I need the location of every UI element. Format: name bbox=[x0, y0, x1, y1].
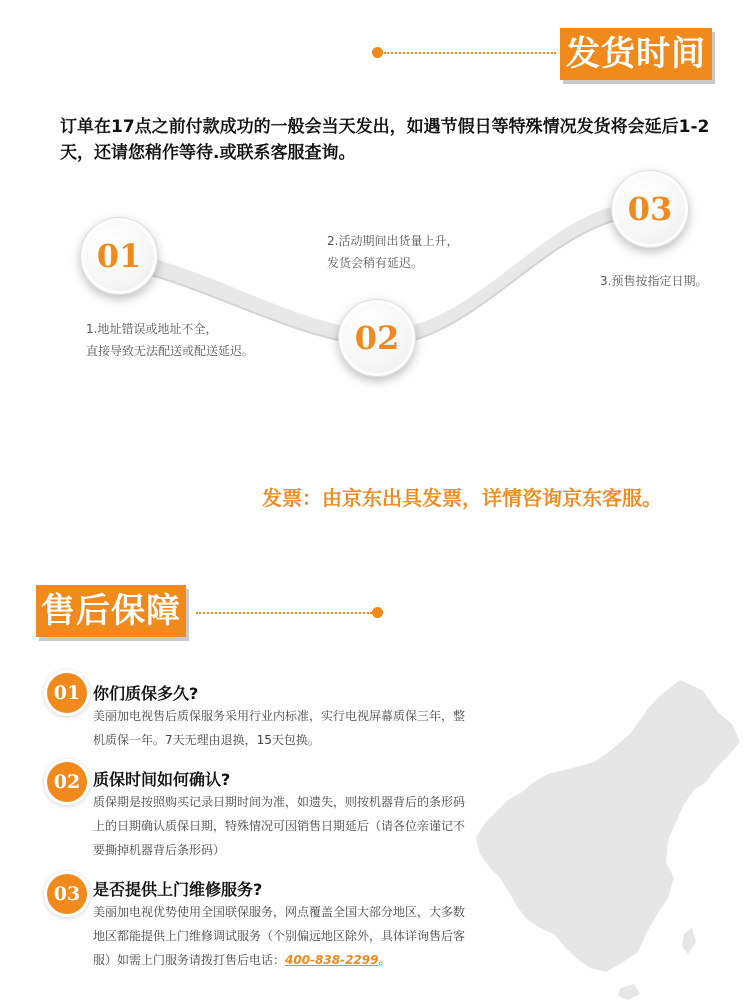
china-map-icon bbox=[470, 672, 750, 1002]
step-line: 发货会稍有延迟。 bbox=[327, 256, 424, 270]
qa-answer-03 bbox=[93, 900, 471, 972]
step-line: 1.地址错误或地址不全， bbox=[86, 322, 218, 336]
service-phone-link[interactable]: 400-838-2299 bbox=[285, 953, 379, 967]
step-text-03 bbox=[600, 270, 707, 292]
step-circle-01: 01 bbox=[80, 217, 158, 295]
aftersale-dot bbox=[372, 607, 383, 618]
step-text-02 bbox=[327, 230, 458, 274]
qa-number-02: 02 bbox=[47, 762, 87, 802]
qa-answer-text: 美丽加电视优势使用全国联保服务，网点覆盖全国大部分地区，大多数地区都能提供上门维修调试服务（个别偏远地区除外，具体详询售后客服）如需上门服务请拨打售后电话： bbox=[93, 905, 466, 967]
step-line: 2.活动期间出货量上升， bbox=[327, 234, 459, 248]
step-circle-02: 02 bbox=[338, 299, 416, 377]
aftersale-dotted-line bbox=[196, 612, 372, 614]
qa-answer-tail: 。 bbox=[378, 953, 391, 967]
step-line: 3.预售按指定日期。 bbox=[600, 274, 708, 288]
shipping-title: 发货时间 bbox=[560, 28, 712, 80]
shipping-intro: 订单在17点之前付款成功的一般会当天发出，如遇节假日等特殊情况发货将会延后1-2天，还请您稍作等待.或联系客服查询。 bbox=[60, 117, 710, 163]
aftersale-title: 售后保障 bbox=[36, 585, 186, 637]
qa-answer-01: 美丽加电视售后质保服务采用行业内标准，实行电视屏幕质保三年，整机质保一年。7天无理由退换，15天包换。 bbox=[93, 709, 466, 747]
step-circle-03: 03 bbox=[611, 170, 689, 248]
step-text-01 bbox=[86, 318, 254, 362]
invoice-note: 发票：由京东出具发票，详情咨询京东客服。 bbox=[262, 486, 662, 510]
qa-question-03: 是否提供上门维修服务? bbox=[93, 880, 263, 899]
qa-answer-02: 质保期是按照购买记录日期时间为准，如遗失，则按机器背后的条形码上的日期确认质保日期，特殊情况可因销售日期延后（请各位亲谨记不要撕掉机器背后条形码） bbox=[93, 795, 466, 857]
qa-number-01: 01 bbox=[47, 673, 87, 713]
qa-question-02: 质保时间如何确认? bbox=[93, 770, 231, 789]
qa-number-03: 03 bbox=[47, 874, 87, 914]
step-line: 直接导致无法配送或配送延迟。 bbox=[86, 344, 255, 358]
qa-question-01: 你们质保多久? bbox=[93, 684, 199, 703]
